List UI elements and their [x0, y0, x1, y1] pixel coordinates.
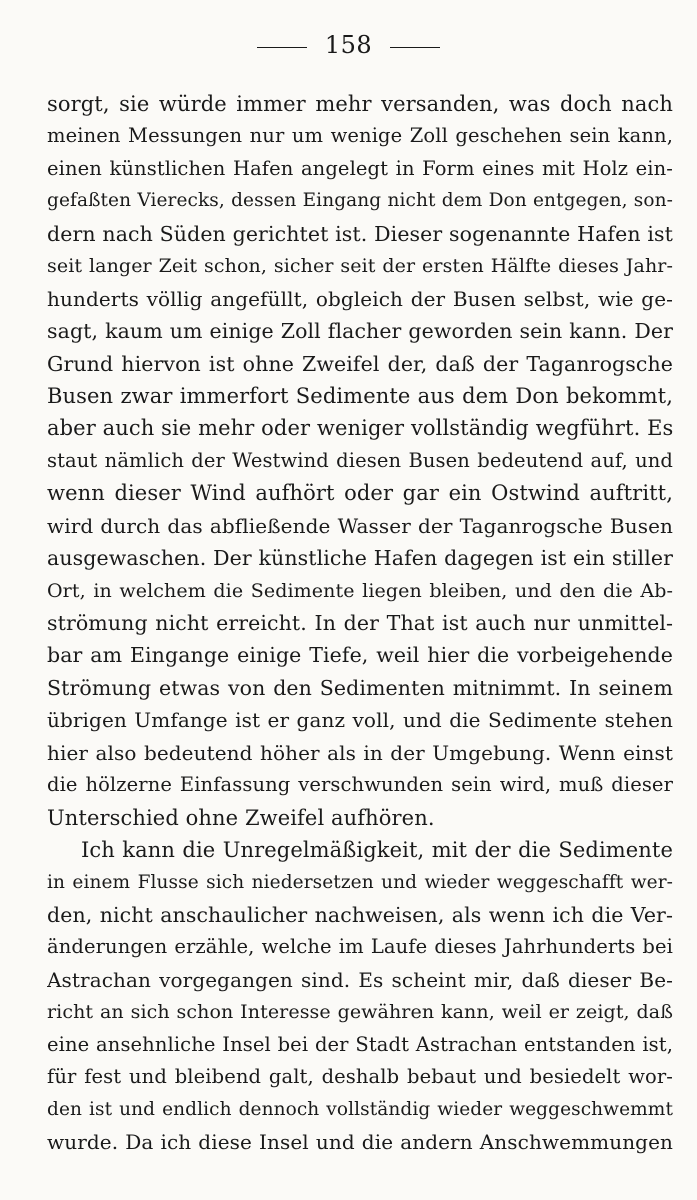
text-line: hunderts völlig angefüllt, obgleich der Busen selbst, wie ge- [47, 286, 673, 311]
text-line: Astrachan vorgegangen sind. Es scheint mir, daß dieser Be- [47, 967, 673, 992]
text-line: dern nach Süden gerichtet ist. Dieser sogenannte Hafen ist [47, 221, 673, 246]
text-line: Busen zwar immerfort Sedimente aus dem Don bekommt, [47, 383, 673, 408]
text-line: den ist und endlich dennoch vollständig wieder weggeschwemmt [47, 1098, 673, 1120]
text-line: wurde. Da ich diese Insel und die andern Anschwemmungen [47, 1130, 673, 1154]
text-line: meinen Messungen nur um wenige Zoll geschehen sein kann, [47, 124, 673, 148]
page-number: 158 [324, 31, 373, 59]
text-line: Strömung etwas von den Sedimenten mitnimmt. In seinem [47, 675, 673, 700]
text-line: änderungen erzähle, welche im Laufe dieses Jahrhunderts bei [47, 935, 673, 959]
text-line: hier also bedeutend höher als in der Umgebung. Wenn einst [47, 740, 673, 765]
text-line: die hölzerne Einfassung verschwunden sein wird, muß dieser [47, 773, 673, 797]
header-rule-left [257, 47, 307, 48]
body-text [47, 88, 673, 1158]
text-line: für fest und bleibend galt, deshalb bebaut und besiedelt wor- [47, 1065, 673, 1089]
text-line: bar am Eingange einige Tiefe, weil hier die vorbeigehende [47, 643, 673, 668]
text-line: Unterschied ohne Zweifel aufhören. [47, 805, 435, 830]
text-line: sagt, kaum um einige Zoll flacher geworden sein kann. Der [47, 319, 673, 344]
text-line: seit langer Zeit schon, sicher seit der ersten Hälfte dieses Jahr- [47, 255, 673, 278]
text-line: eine ansehnliche Insel bei der Stadt Astrachan entstanden ist, [47, 1032, 673, 1056]
text-line: Ich kann die Unregelmäßigkeit, mit der die Sedimente [81, 838, 673, 863]
text-line: in einem Flusse sich niedersetzen und wieder weggeschafft wer- [47, 871, 673, 893]
header-rule-right [390, 47, 440, 48]
text-line: einen künstlichen Hafen angelegt in Form eines mit Holz ein- [47, 156, 673, 180]
page-header [0, 32, 697, 58]
text-line: ausgewaschen. Der künstliche Hafen dagegen ist ein stiller [47, 546, 673, 571]
text-line: Ort, in welchem die Sedimente liegen bleiben, und den die Ab- [47, 579, 673, 602]
text-line: wird durch das abfließende Wasser der Taganrogsche Busen [47, 513, 673, 538]
text-line: übrigen Umfange ist er ganz voll, und die Sedimente stehen [47, 708, 673, 733]
text-line: staut nämlich der Westwind diesen Busen bedeutend auf, und [47, 448, 673, 472]
text-line: sorgt, sie würde immer mehr versanden, was doch nach [47, 92, 673, 116]
text-line: Grund hiervon ist ohne Zweifel der, daß der Taganrogsche [47, 351, 673, 376]
text-line: aber auch sie mehr oder weniger vollständig wegführt. Es [47, 416, 673, 441]
text-line: wenn dieser Wind aufhört oder gar ein Ostwind auftritt, [47, 481, 673, 506]
text-line: richt an sich schon Interesse gewähren kann, weil er zeigt, daß [47, 1001, 673, 1024]
text-line: den, nicht anschaulicher nachweisen, als wenn ich die Ver- [47, 902, 673, 927]
text-line: gefaßten Vierecks, dessen Eingang nicht dem Don entgegen, son- [47, 190, 673, 212]
text-line: strömung nicht erreicht. In der That ist auch nur unmittel- [47, 611, 673, 635]
